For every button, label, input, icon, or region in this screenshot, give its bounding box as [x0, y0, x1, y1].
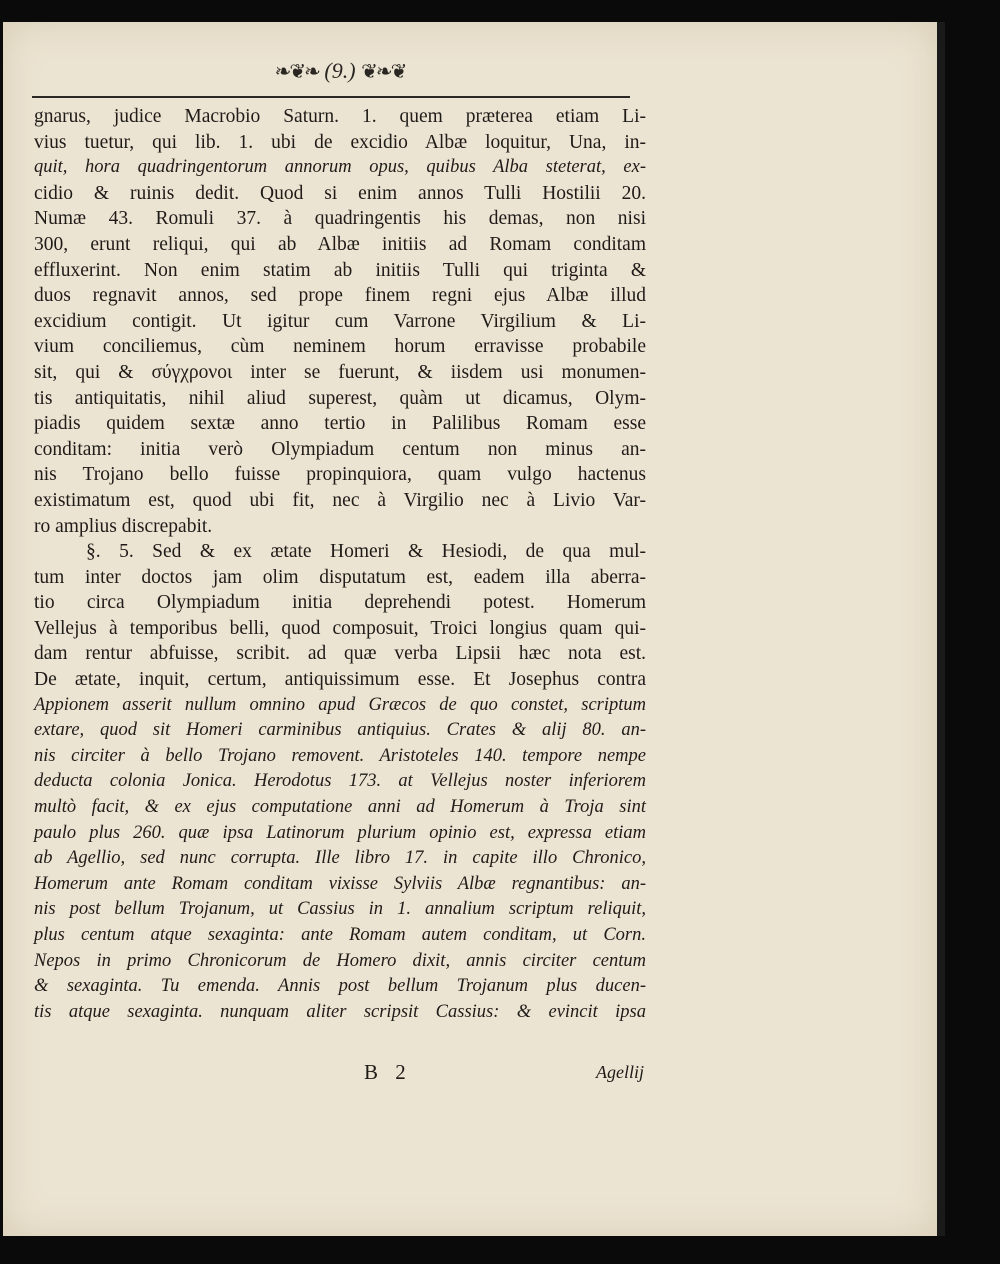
page-header [240, 58, 440, 90]
page-number: (9.) [324, 58, 356, 83]
text-line: ro amplius discrepabit. [34, 515, 213, 537]
text-line: cidio & ruinis dedit. Quod si enim annos Tulli Hostilii 20. [34, 182, 646, 204]
ornament-right: ❦❧❦ [361, 61, 406, 83]
text-line: vium conciliemus, cùm neminem horum erravisse probabile [34, 336, 646, 358]
text-line: Vellejus à temporibus belli, quod composuit, Troici longius quam qui- [34, 617, 646, 639]
text-line: excidium contigit. Ut igitur cum Varrone Virgilium & Li- [34, 310, 646, 332]
text-line: §. 5. Sed & ex ætate Homeri & Hesiodi, de qua mul- [86, 541, 646, 563]
text-line: Nepos in primo Chronicorum de Homero dixit, annis circiter centum [34, 950, 646, 971]
text-line: paulo plus 260. quæ ipsa Latinorum plurium opinio est, expressa etiam [34, 822, 646, 843]
text-line: existimatum est, quod ubi fit, nec à Virgilio nec à Livio Var- [34, 489, 646, 511]
text-line: sit, qui & σύγχρονοι inter se fuerunt, & iisdem usi monumen- [34, 361, 646, 383]
signature-mark: B 2 [364, 1060, 412, 1084]
header-rule [32, 96, 630, 98]
text-line: Appionem asserit nullum omnino apud Græcos de quo constet, scriptum [34, 694, 646, 715]
text-line: vius tuetur, qui lib. 1. ubi de excidio Albæ loquitur, Una, in- [34, 131, 646, 153]
text-line: dam rentur abfuisse, scribit. ad quæ verba Lipsii hæc nota est. [34, 643, 646, 665]
text-line: piadis quidem sextæ anno tertio in Palilibus Romam esse [34, 413, 646, 435]
text-line: effluxerint. Non enim statim ab initiis Tulli qui triginta & [34, 259, 646, 281]
text-line: plus centum atque sexaginta: ante Romam autem conditam, ut Corn. [34, 925, 646, 945]
text-line: ab Agellio, sed nunc corrupta. Ille libro 17. in capite illo Chronico, [34, 848, 646, 869]
text-line: Numæ 43. Romuli 37. à quadringentis his demas, non nisi [34, 208, 646, 230]
catchword: Agellij [596, 1062, 644, 1082]
text-line: deducta colonia Jonica. Herodotus 173. at Vellejus noster inferiorem [34, 771, 646, 792]
text-line: Homerum ante Romam conditam vixisse Sylviis Albæ regnantibus: an- [34, 873, 646, 894]
text-line: quit, hora quadringentorum annorum opus, quibus Alba steterat, ex- [34, 157, 646, 178]
text-line: De ætate, inquit, certum, antiquissimum esse. Et Josephus contra [34, 669, 646, 691]
text-line: tio circa Olympiadum initia deprehendi potest. Homerum [34, 592, 646, 614]
text-line: tis antiquitatis, nihil aliud superest, quàm ut dicamus, Olym- [34, 387, 646, 409]
text-line: nis circiter à bello Trojano removent. Aristoteles 140. tempore nempe [34, 745, 646, 766]
text-line: nis Trojano bello fuisse propinquiora, quam vulgo hactenus [34, 464, 646, 486]
text-line: extare, quod sit Homeri carminibus antiquius. Crates & alij 80. an- [34, 720, 646, 741]
text-line: tis atque sexaginta. nunquam aliter scripsit Cassius: & evincit ipsa [34, 1001, 646, 1022]
text-line: & sexaginta. Tu emenda. Annis post bellum Trojanum plus ducen- [34, 976, 646, 997]
ornament-left: ❧❦❧ [274, 61, 319, 83]
text-line: 300, erunt reliqui, qui ab Albæ initiis ad Romam conditam [34, 233, 646, 255]
text-line: nis post bellum Trojanum, ut Cassius in 1. annalium scriptum reliquit, [34, 899, 646, 920]
text-line: duos regnavit annos, sed prope finem regni ejus Albæ illud [34, 285, 646, 307]
page-edge [937, 22, 945, 1236]
body-text [34, 104, 646, 1025]
text-line: tum inter doctos jam olim disputatum est, eadem illa aberra- [34, 566, 646, 588]
text-line: gnarus, judice Macrobio Saturn. 1. quem præterea etiam Li- [34, 106, 646, 127]
text-line: conditam: initia verò Olympiadum centum non minus an- [34, 438, 646, 460]
text-line: multò facit, & ex ejus computatione anni ad Homerum à Troja sint [34, 797, 646, 818]
